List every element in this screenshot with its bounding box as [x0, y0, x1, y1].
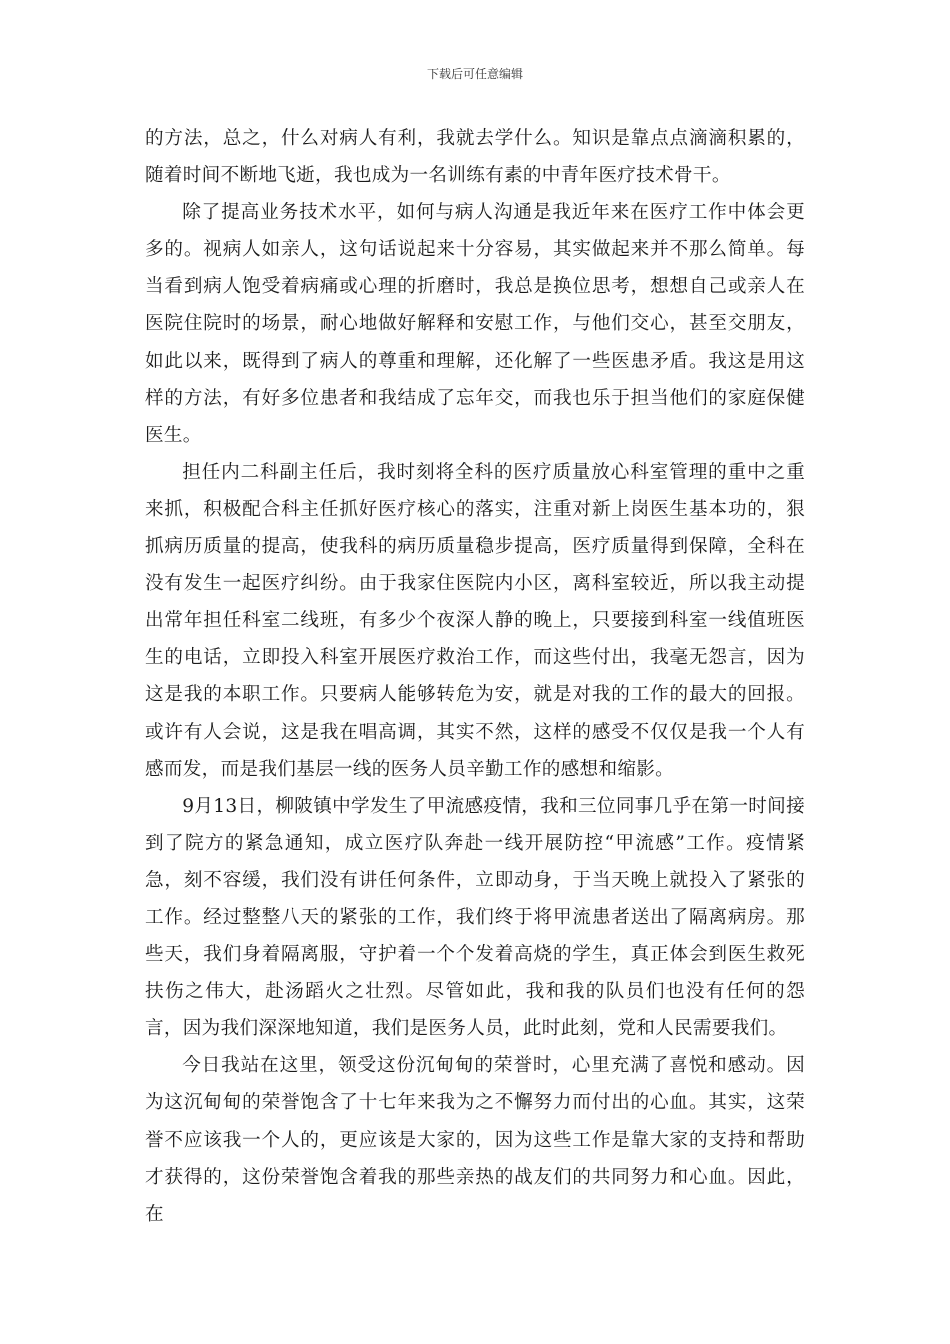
document-body — [145, 120, 805, 1233]
paragraph-3: 担任内二科副主任后，我时刻将全科的医疗质量放心科室管理的重中之重来抓，积极配合科主任抓好医疗核心的落实，注重对新上岗医生基本功的，狠抓病历质量的提高，使我科的病历质量稳步提高，医疗质量得到保障，全科在没有发生一起医疗纠纷。由于我家住医院内小区，离科室较近，所以我主动提出常年担任科室二线班，有多少个夜深人静的晚上，只要接到科室一线值班医生的电话，立即投入科室开展医疗救治工作，而这些付出，我毫无怨言，因为这是我的本职工作。只要病人能够转危为安，就是对我的工作的最大的回报。或许有人会说，这是我在唱高调，其实不然，这样的感受不仅仅是我一个人有感而发，而是我们基层一线的医务人员辛勤工作的感想和缩影。 — [145, 461, 805, 780]
header-note: 下载后可任意编辑 — [426, 67, 523, 81]
paragraph-4: 9月13日，柳陂镇中学发生了甲流感疫情，我和三位同事几乎在第一时间接到了院方的紧急通知，成立医疗队奔赴一线开展防控“甲流感”工作。疫情紧急，刻不容缓，我们没有讲任何条件，立即动身，于当天晚上就投入了紧张的工作。经过整整八天的紧张的工作，我们终于将甲流患者送出了隔离病房。那些天，我们身着隔离服，守护着一个个发着高烧的学生，真正体会到医生救死扶伤之伟大，赴汤蹈火之壮烈。尽管如此，我和我的队员们也没有任何的怨言，因为我们深深地知道，我们是医务人员，此时此刻，党和人民需要我们。 — [145, 795, 805, 1040]
paragraph-2: 除了提高业务技术水平，如何与病人沟通是我近年来在医疗工作中体会更多的。视病人如亲人，这句话说起来十分容易，其实做起来并不那么简单。每当看到病人饱受着病痛或心理的折磨时，我总是换位思考，想想自己或亲人在医院住院时的场景，耐心地做好解释和安慰工作，与他们交心，甚至交朋友，如此以来，既得到了病人的尊重和理解，还化解了一些医患矛盾。我这是用这样的方法，有好多位患者和我结成了忘年交，而我也乐于担当他们的家庭保健医生。 — [145, 202, 805, 446]
paragraph-5: 今日我站在这里，领受这份沉甸甸的荣誉时，心里充满了喜悦和感动。因为这沉甸甸的荣誉饱含了十七年来我为之不懈努力而付出的心血。其实，这荣誉不应该我一个人的，更应该是大家的，因为这些工作是靠大家的支持和帮助才获得的，这份荣誉饱含着我的那些亲热的战友们的共同努力和心血。因此，在 — [145, 1055, 805, 1225]
paragraph-1: 的方法，总之，什么对病人有利，我就去学什么。知识是靠点点滴滴积累的，随着时间不断地飞逝，我也成为一名训练有素的中青年医疗技术骨干。 — [145, 128, 805, 187]
